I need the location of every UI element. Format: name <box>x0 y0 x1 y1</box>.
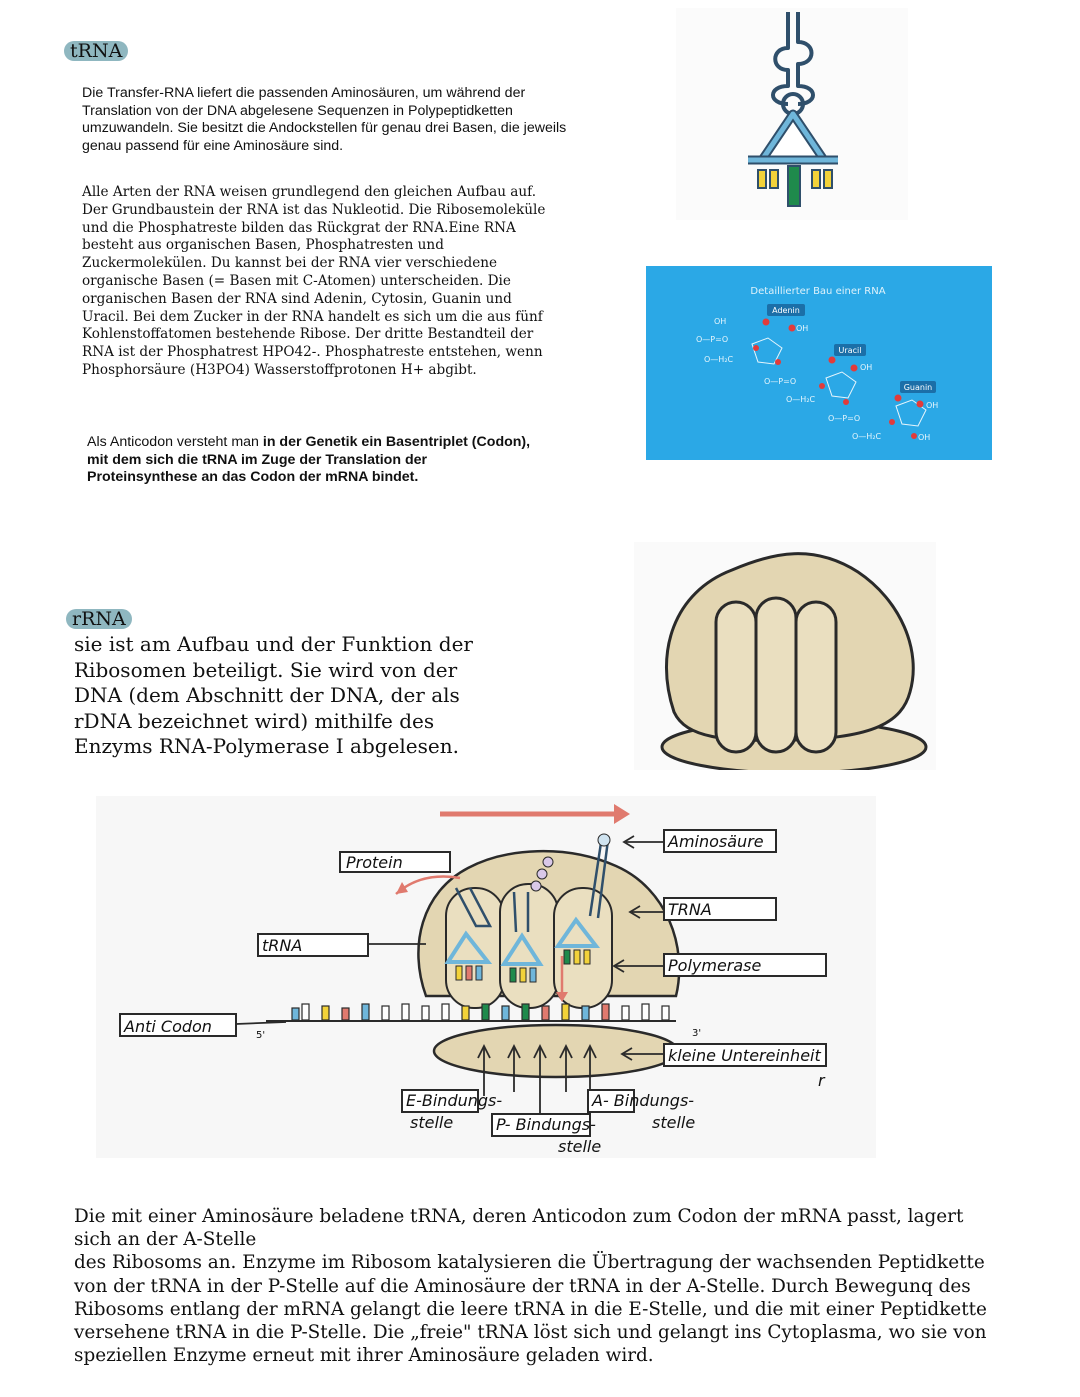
phosphate-label-2: O—P=O <box>764 377 797 386</box>
label-trna-right: TRNA <box>668 900 712 919</box>
base-guanin: Guanin <box>903 383 933 392</box>
label-a-site-2: stelle <box>652 1113 696 1132</box>
rrna-text: sie ist am Aufbau und der Funktion der Ribosomen beteiligt. Sie wird von der DNA (dem Abschnitt der DNA, der als rDNA bezeichnet wird) mithilfe des Enzyms RNA-Polymerase I abgelesen. <box>74 632 473 758</box>
ribosome-illustration <box>634 542 936 770</box>
oh-label-4: OH <box>926 401 939 410</box>
label-p-site-2: stelle <box>558 1137 602 1156</box>
label-a-site-1: A- Bindungs- <box>592 1091 695 1110</box>
rna-structure-text: Alle Arten der RNA weisen grundlegend den gleichen Aufbau auf. Der Grundbaustein der RNA ist das Nukleotid. Die Ribosemoleküle und die Phosphatreste bilden das Rückgrat der RNA.Eine RNA besteht aus organischen Basen, Phosphatresten und Zuckermolekülen. Du kannst bei der RNA vier verschiedene organische Basen (= Basen mit C-Atomen) unterscheiden. Die organischen Basen der RNA sind Adenin, Cytosin, Guanin und Uracil. Bei dem Zucker in der RNA handelt es sich um die aus fünf Kohlenstoffatomen bestehende Ribose. Der dritte Bestandteil der RNA ist der Phosphatrest HPO42-. Phosphatreste entstehen, wenn Phosphorsäure (H3PO4) Wasserstoffprotonen H+ abgibt. <box>82 184 546 378</box>
anticodon-text: Als Anticodon versteht man in der Genetik ein Basentriplet (Codon), mit dem sich die tRNA im Zuge der Translation der Proteinsynthese an das Codon der mRNA bindet. <box>87 434 531 486</box>
label-protein: Protein <box>346 853 403 872</box>
ch2-label-2: O—H₂C <box>786 395 816 404</box>
trna-illustration <box>676 8 908 220</box>
ch2-label-3: O—H₂C <box>852 432 882 441</box>
base-adenin: Adenin <box>772 306 800 315</box>
translation-explanation-line2: des Ribosoms an. Enzyme im Ribosom katalysieren die Übertragung der wachsenden Peptidkette von der tRNA in der P-Stelle auf die Aminosäure der tRNA in der A-Stelle. Durch Bewegunq des Ribosoms entlang der mRNA gelangt die leere tRNA in die E-Stelle, und die mit einer Peptidkette versehene tRNA in die P-Stelle. Die „freie" tRNA löst sich und gelangt ins Cytoplasma, wo sie von speziellen Enzyme erneut mit ihrer Aminosäure geladen wird. <box>74 1252 987 1367</box>
phosphate-label-3: O—P=O <box>828 414 861 423</box>
trna-intro: Die Transfer-RNA liefert die passenden Aminosäuren, um während der Translation von der DNA abgelesene Sequenzen in Polypeptidketten umzuwandeln. Sie besitzt die Andockstellen für genau drei Basen, die jeweils genau passend für eine Aminosäure sind. <box>82 85 567 154</box>
oh-label-5: OH <box>918 433 931 442</box>
oh-label: OH <box>714 317 727 326</box>
label-five-prime: 5' <box>256 1030 266 1041</box>
label-polymerase: Polymerase <box>668 956 762 975</box>
base-uracil: Uracil <box>838 346 862 355</box>
label-trna-left: tRNA <box>262 936 303 955</box>
label-p-site-1: P- Bindungs- <box>496 1115 596 1134</box>
label-mark: r <box>818 1071 825 1090</box>
oh-label-2: OH <box>796 324 809 333</box>
translation-explanation <box>74 1205 1004 1367</box>
translation-explanation-line1: Die mit einer Aminosäure beladene tRNA, deren Anticodon zum Codon der mRNA passt, lagert sich an der A-Stelle <box>74 1206 964 1251</box>
oh-label-3: OH <box>860 363 873 372</box>
rna-structure-diagram <box>646 266 992 460</box>
label-anticodon: Anti Codon <box>124 1017 212 1036</box>
ch2-label: O—H₂C <box>704 355 734 364</box>
translation-diagram <box>96 796 876 1158</box>
phosphate-label: O—P=O <box>696 335 729 344</box>
rna-diagram-title: Detaillierter Bau einer RNA <box>750 286 886 297</box>
label-kleine-untereinheit: kleine Untereinheit <box>668 1046 821 1065</box>
label-e-site-1: E-Bindungs- <box>406 1091 503 1110</box>
label-aminosaeure: Aminosäure <box>668 832 764 851</box>
rrna-heading: rRNA <box>66 609 132 629</box>
label-three-prime: 3' <box>692 1028 702 1039</box>
trna-heading: tRNA <box>64 41 128 61</box>
label-e-site-2: stelle <box>410 1113 454 1132</box>
